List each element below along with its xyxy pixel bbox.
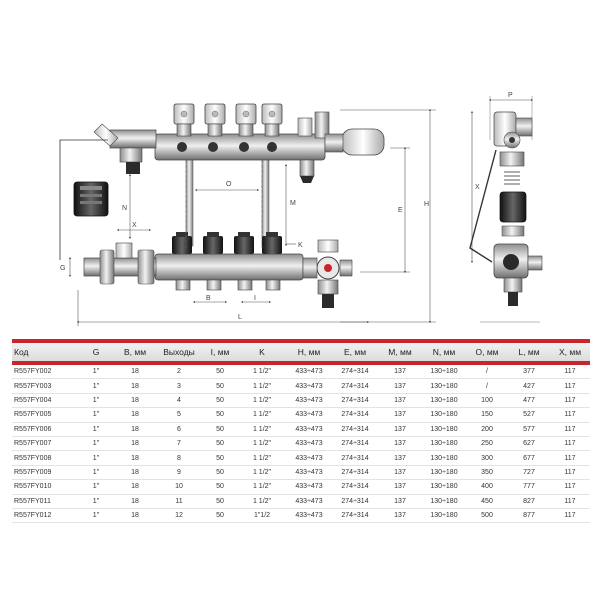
table-cell: 130÷180 <box>422 408 466 422</box>
table-cell: 400 <box>466 480 508 494</box>
table-cell: 3 <box>156 379 202 393</box>
specification-table <box>12 339 590 523</box>
table-cell: 117 <box>550 451 590 465</box>
table-row <box>12 451 590 465</box>
table-cell: 18 <box>114 508 156 522</box>
col-header: E, мм <box>332 341 378 363</box>
table-cell: 117 <box>550 363 590 379</box>
table-row <box>12 508 590 522</box>
table-cell: 130÷180 <box>422 451 466 465</box>
table-cell: 11 <box>156 494 202 508</box>
table-cell: 117 <box>550 393 590 407</box>
table-cell: 274÷314 <box>332 379 378 393</box>
table-cell: 117 <box>550 480 590 494</box>
table-cell: 137 <box>378 408 422 422</box>
col-header: O, мм <box>466 341 508 363</box>
table-cell: 9 <box>156 465 202 479</box>
table-cell: 1 1/2" <box>238 480 286 494</box>
table-cell: 1" <box>78 393 114 407</box>
table-cell: 18 <box>114 480 156 494</box>
table-cell: 577 <box>508 422 550 436</box>
table-cell: 1" <box>78 363 114 379</box>
table-cell: 350 <box>466 465 508 479</box>
table-cell: 50 <box>202 465 238 479</box>
product-code-cell: R557FY003 <box>12 379 78 393</box>
air-vent-cap <box>342 129 384 155</box>
dim-label-x-left: X <box>132 222 137 229</box>
table-cell: 1" <box>78 422 114 436</box>
table-cell: 2 <box>156 363 202 379</box>
table-cell: 50 <box>202 379 238 393</box>
dim-label-b: B <box>206 295 211 302</box>
table-cell: 50 <box>202 408 238 422</box>
table-cell: 18 <box>114 436 156 450</box>
table-cell: 300 <box>466 451 508 465</box>
table-cell: 117 <box>550 436 590 450</box>
table-cell: 450 <box>466 494 508 508</box>
table-cell: 7 <box>156 436 202 450</box>
product-code-cell: R557FY005 <box>12 408 78 422</box>
table-cell: 117 <box>550 494 590 508</box>
col-header: Код <box>12 341 78 363</box>
table-cell: 117 <box>550 422 590 436</box>
product-code-cell: R557FY011 <box>12 494 78 508</box>
col-header: H, мм <box>286 341 332 363</box>
table-cell: 427 <box>508 379 550 393</box>
table-cell: 1" <box>78 465 114 479</box>
table-cell: 433÷473 <box>286 379 332 393</box>
upper-valve-caps <box>174 104 282 136</box>
table-row <box>12 408 590 422</box>
table-cell: 130÷180 <box>422 480 466 494</box>
product-code-cell: R557FY008 <box>12 451 78 465</box>
product-code-cell: R557FY004 <box>12 393 78 407</box>
thermostatic-head <box>74 182 108 216</box>
table-cell: 777 <box>508 480 550 494</box>
col-header: X, мм <box>550 341 590 363</box>
product-code-cell: R557FY007 <box>12 436 78 450</box>
product-code-cell: R557FY012 <box>12 508 78 522</box>
table-cell: 130÷180 <box>422 436 466 450</box>
dim-label-i: I <box>254 295 256 302</box>
table-cell: 50 <box>202 422 238 436</box>
dim-label-p: P <box>508 92 513 99</box>
table-cell: 1" <box>78 494 114 508</box>
table-cell: 1 1/2" <box>238 408 286 422</box>
dim-label-h: H <box>424 201 430 208</box>
lower-manifold-bar <box>155 254 303 280</box>
table-row <box>12 393 590 407</box>
table-cell: / <box>466 379 508 393</box>
table-cell: 1" <box>78 436 114 450</box>
table-row <box>12 379 590 393</box>
table-cell: 1"1/2 <box>238 508 286 522</box>
table-cell: 117 <box>550 379 590 393</box>
table-row <box>12 465 590 479</box>
table-cell: 50 <box>202 393 238 407</box>
table-cell: 1" <box>78 408 114 422</box>
table-cell: 50 <box>202 363 238 379</box>
table-cell: 10 <box>156 480 202 494</box>
table-cell: / <box>466 363 508 379</box>
table-cell: 727 <box>508 465 550 479</box>
table-cell: 1" <box>78 480 114 494</box>
table-cell: 137 <box>378 451 422 465</box>
table-cell: 50 <box>202 451 238 465</box>
table-cell: 433÷473 <box>286 451 332 465</box>
table-cell: 130÷180 <box>422 422 466 436</box>
table-cell: 137 <box>378 494 422 508</box>
table-cell: 130÷180 <box>422 379 466 393</box>
table-cell: 1 1/2" <box>238 436 286 450</box>
table-cell: 12 <box>156 508 202 522</box>
table-row <box>12 436 590 450</box>
table-cell: 130÷180 <box>422 363 466 379</box>
table-cell: 627 <box>508 436 550 450</box>
product-code-cell: R557FY006 <box>12 422 78 436</box>
table-cell: 150 <box>466 408 508 422</box>
table-row <box>12 363 590 379</box>
col-header: I, мм <box>202 341 238 363</box>
table-cell: 137 <box>378 393 422 407</box>
table-cell: 137 <box>378 436 422 450</box>
table-cell: 433÷473 <box>286 436 332 450</box>
table-cell: 274÷314 <box>332 465 378 479</box>
table-cell: 137 <box>378 465 422 479</box>
table-cell: 18 <box>114 408 156 422</box>
table-cell: 1" <box>78 451 114 465</box>
table-row <box>12 480 590 494</box>
table-cell: 827 <box>508 494 550 508</box>
product-code-cell: R557FY009 <box>12 465 78 479</box>
dim-label-k: K <box>298 242 303 249</box>
table-cell: 433÷473 <box>286 494 332 508</box>
table-cell: 8 <box>156 451 202 465</box>
table-cell: 130÷180 <box>422 465 466 479</box>
table-cell: 117 <box>550 465 590 479</box>
table-cell: 433÷473 <box>286 363 332 379</box>
table-cell: 130÷180 <box>422 508 466 522</box>
table-cell: 274÷314 <box>332 508 378 522</box>
table-cell: 100 <box>466 393 508 407</box>
table-cell: 1 1/2" <box>238 451 286 465</box>
table-cell: 677 <box>508 451 550 465</box>
table-cell: 274÷314 <box>332 408 378 422</box>
table-cell: 877 <box>508 508 550 522</box>
table-cell: 1 1/2" <box>238 422 286 436</box>
table-cell: 274÷314 <box>332 436 378 450</box>
table-cell: 200 <box>466 422 508 436</box>
table-cell: 274÷314 <box>332 422 378 436</box>
product-code-cell: R557FY010 <box>12 480 78 494</box>
dim-label-x-side: X <box>475 184 480 191</box>
table-cell: 50 <box>202 480 238 494</box>
table-cell: 433÷473 <box>286 465 332 479</box>
table-cell: 1 1/2" <box>238 393 286 407</box>
table-cell: 1 1/2" <box>238 465 286 479</box>
col-header: L, мм <box>508 341 550 363</box>
table-cell: 274÷314 <box>332 494 378 508</box>
table-cell: 433÷473 <box>286 408 332 422</box>
side-view <box>470 92 542 322</box>
col-header: N, мм <box>422 341 466 363</box>
table-cell: 137 <box>378 379 422 393</box>
dim-label-n: N <box>122 205 128 212</box>
table-header-row <box>12 341 590 363</box>
dim-label-o: O <box>226 181 232 188</box>
table-cell: 1" <box>78 508 114 522</box>
table-cell: 477 <box>508 393 550 407</box>
table-cell: 137 <box>378 508 422 522</box>
dim-label-g: G <box>60 265 66 272</box>
front-view <box>60 104 436 326</box>
table-cell: 18 <box>114 494 156 508</box>
table-cell: 1 1/2" <box>238 379 286 393</box>
table-cell: 433÷473 <box>286 508 332 522</box>
col-header: Выходы <box>156 341 202 363</box>
table-cell: 1 1/2" <box>238 363 286 379</box>
table-cell: 433÷473 <box>286 480 332 494</box>
table-cell: 527 <box>508 408 550 422</box>
table-cell: 18 <box>114 451 156 465</box>
col-header: B, мм <box>114 341 156 363</box>
dim-label-l: L <box>238 314 242 321</box>
table-cell: 5 <box>156 408 202 422</box>
table-cell: 130÷180 <box>422 494 466 508</box>
table-cell: 250 <box>466 436 508 450</box>
table-cell: 433÷473 <box>286 393 332 407</box>
col-header: G <box>78 341 114 363</box>
table-cell: 18 <box>114 422 156 436</box>
table-cell: 433÷473 <box>286 422 332 436</box>
table-cell: 18 <box>114 465 156 479</box>
dim-label-e: E <box>398 207 403 214</box>
table-cell: 274÷314 <box>332 363 378 379</box>
table-cell: 1" <box>78 379 114 393</box>
table-cell: 274÷314 <box>332 393 378 407</box>
table-cell: 4 <box>156 393 202 407</box>
table-cell: 137 <box>378 422 422 436</box>
col-header: K <box>238 341 286 363</box>
table-cell: 137 <box>378 480 422 494</box>
table-body <box>12 363 590 523</box>
table-cell: 1 1/2" <box>238 494 286 508</box>
table-cell: 50 <box>202 494 238 508</box>
table-cell: 137 <box>378 363 422 379</box>
product-code-cell: R557FY002 <box>12 363 78 379</box>
table-cell: 18 <box>114 393 156 407</box>
table-cell: 377 <box>508 363 550 379</box>
table-cell: 500 <box>466 508 508 522</box>
table-row <box>12 422 590 436</box>
table-cell: 18 <box>114 363 156 379</box>
table-cell: 18 <box>114 379 156 393</box>
table-cell: 130÷180 <box>422 393 466 407</box>
table-cell: 50 <box>202 508 238 522</box>
table-cell: 274÷314 <box>332 480 378 494</box>
table-cell: 117 <box>550 408 590 422</box>
table-row <box>12 494 590 508</box>
table-cell: 6 <box>156 422 202 436</box>
table-cell: 117 <box>550 508 590 522</box>
table-cell: 274÷314 <box>332 451 378 465</box>
dim-label-m: M <box>290 200 296 207</box>
col-header: M, мм <box>378 341 422 363</box>
table-cell: 50 <box>202 436 238 450</box>
